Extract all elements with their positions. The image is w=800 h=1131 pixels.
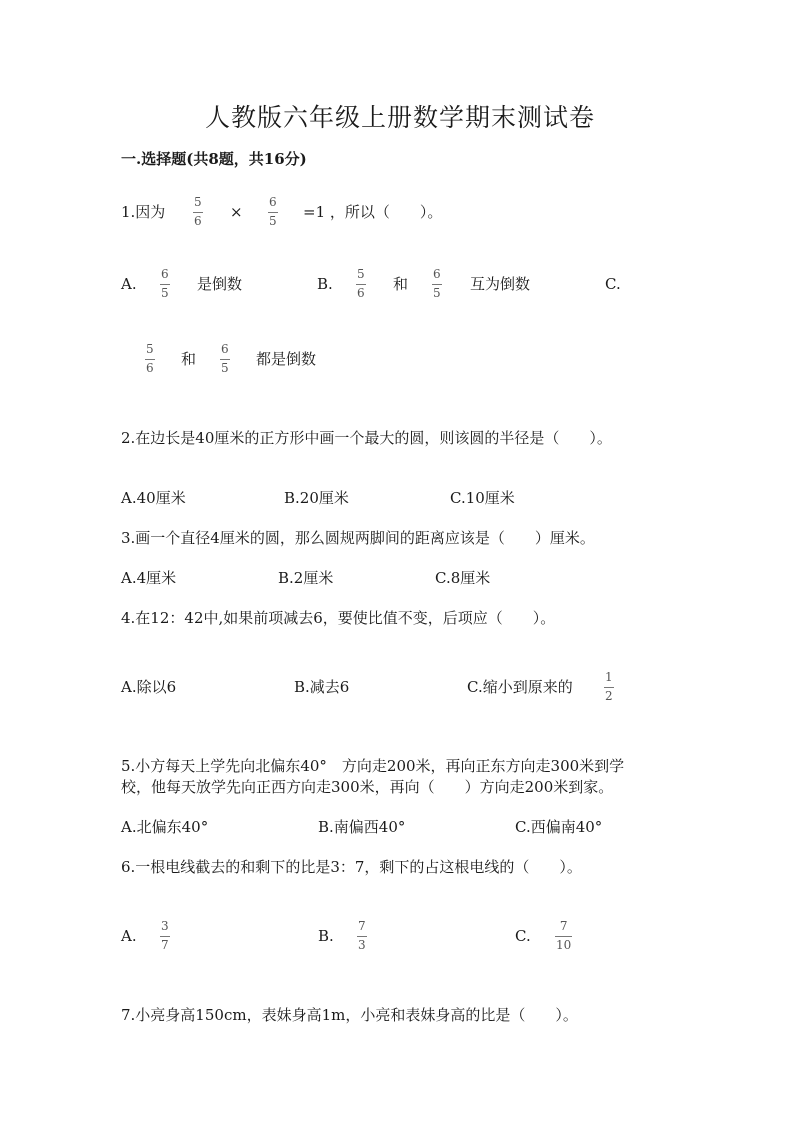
q1-option-b-and: 和 xyxy=(393,275,409,293)
fraction-numerator: 1 xyxy=(605,670,613,684)
fraction-numerator: 7 xyxy=(559,919,568,933)
q5-option-b[interactable]: B.南偏西40° xyxy=(318,818,406,836)
q5-text-line-2: 校，他每天放学先向正西方向走300米，再向（ ）方向走200米到家。 xyxy=(121,778,614,796)
q5-option-c[interactable]: C.西偏南40° xyxy=(515,818,603,836)
q3-option-c[interactable]: C.8厘米 xyxy=(435,569,491,587)
fraction-denominator: 2 xyxy=(605,689,613,703)
fraction-denominator: 6 xyxy=(194,214,202,228)
fraction-denominator: 6 xyxy=(146,361,154,375)
q3-text: 3.画一个直径4厘米的圆，那么圆规两脚间的距离应该是（ ）厘米。 xyxy=(121,529,595,547)
q3-option-a[interactable]: A.4厘米 xyxy=(121,569,177,587)
q1-option-a-fraction xyxy=(160,268,170,300)
fraction-denominator: 5 xyxy=(221,361,229,375)
fraction-numerator: 5 xyxy=(194,195,202,209)
q1-option-b-fraction-2 xyxy=(432,268,442,300)
fraction-denominator: 5 xyxy=(161,286,169,300)
fraction-numerator: 5 xyxy=(146,342,154,356)
q1-option-c-fraction-1 xyxy=(145,343,155,375)
q3-option-b[interactable]: B.2厘米 xyxy=(278,569,334,587)
fraction-denominator: 7 xyxy=(161,938,169,952)
page-title: 人教版六年级上册数学期末测试卷 xyxy=(204,103,595,132)
section-heading: 一.选择题(共8题，共16分) xyxy=(121,150,307,168)
q6-option-c-label[interactable]: C. xyxy=(515,927,531,945)
fraction-denominator: 5 xyxy=(269,214,277,228)
q1-option-a-label[interactable]: A. xyxy=(121,275,137,293)
q6-option-c-fraction xyxy=(555,920,572,952)
q6-option-b-fraction xyxy=(357,920,367,952)
fraction-numerator: 6 xyxy=(433,267,441,281)
fraction-denominator: 6 xyxy=(357,286,365,300)
q4-text: 4.在12：42中,如果前项减去6，要使比值不变，后项应（ ）。 xyxy=(121,609,556,627)
q2-option-a[interactable]: A.40厘米 xyxy=(121,489,186,507)
fraction-numerator: 7 xyxy=(358,919,366,933)
q1-option-b-label[interactable]: B. xyxy=(317,275,333,293)
q4-option-c-fraction xyxy=(604,671,614,703)
q1-option-c-and: 和 xyxy=(181,350,197,368)
fraction-denominator: 10 xyxy=(556,938,572,952)
fraction-denominator: 5 xyxy=(433,286,441,300)
q1-fraction-a xyxy=(193,196,203,228)
q1-option-c-text: 都是倒数 xyxy=(256,350,317,368)
fraction-numerator: 3 xyxy=(161,919,169,933)
q2-option-b[interactable]: B.20厘米 xyxy=(284,489,349,507)
q6-text: 6.一根电线截去的和剩下的比是3：7，剩下的占这根电线的（ ）。 xyxy=(121,858,582,876)
fraction-numerator: 5 xyxy=(357,267,365,281)
q5-text-line-1: 5.小方每天上学先向北偏东40° 方向走200米，再向正东方向走300米到学 xyxy=(121,757,625,775)
q1-option-b-text: 互为倒数 xyxy=(470,275,531,293)
q1-option-a-text: 是倒数 xyxy=(197,275,243,293)
q1-fraction-b xyxy=(268,196,278,228)
q1-suffix: =1 ，所以（ ）。 xyxy=(303,203,443,221)
q5-option-a[interactable]: A.北偏东40° xyxy=(121,818,209,836)
times-sign: × xyxy=(230,203,243,221)
q4-option-b[interactable]: B.减去6 xyxy=(294,678,350,696)
q6-option-b-label[interactable]: B. xyxy=(318,927,334,945)
q1-option-c-fraction-2 xyxy=(220,343,230,375)
q2-text: 2.在边长是40厘米的正方形中画一个最大的圆，则该圆的半径是（ ）。 xyxy=(121,429,612,447)
fraction-denominator: 3 xyxy=(358,938,366,952)
q6-option-a-fraction xyxy=(160,920,170,952)
q4-option-c[interactable]: C.缩小到原来的 xyxy=(467,678,573,696)
q1-prefix: 1.因为 xyxy=(121,203,166,221)
q2-option-c[interactable]: C.10厘米 xyxy=(450,489,515,507)
q4-option-a[interactable]: A.除以6 xyxy=(121,678,177,696)
q7-text: 7.小亮身高150cm，表妹身高1m，小亮和表妹身高的比是（ ）。 xyxy=(121,1006,578,1024)
q6-option-a-label[interactable]: A. xyxy=(121,927,137,945)
fraction-numerator: 6 xyxy=(221,342,229,356)
q1-option-b-fraction-1 xyxy=(356,268,366,300)
fraction-numerator: 6 xyxy=(269,195,277,209)
q1-option-c-label[interactable]: C. xyxy=(605,275,621,293)
fraction-numerator: 6 xyxy=(161,267,169,281)
